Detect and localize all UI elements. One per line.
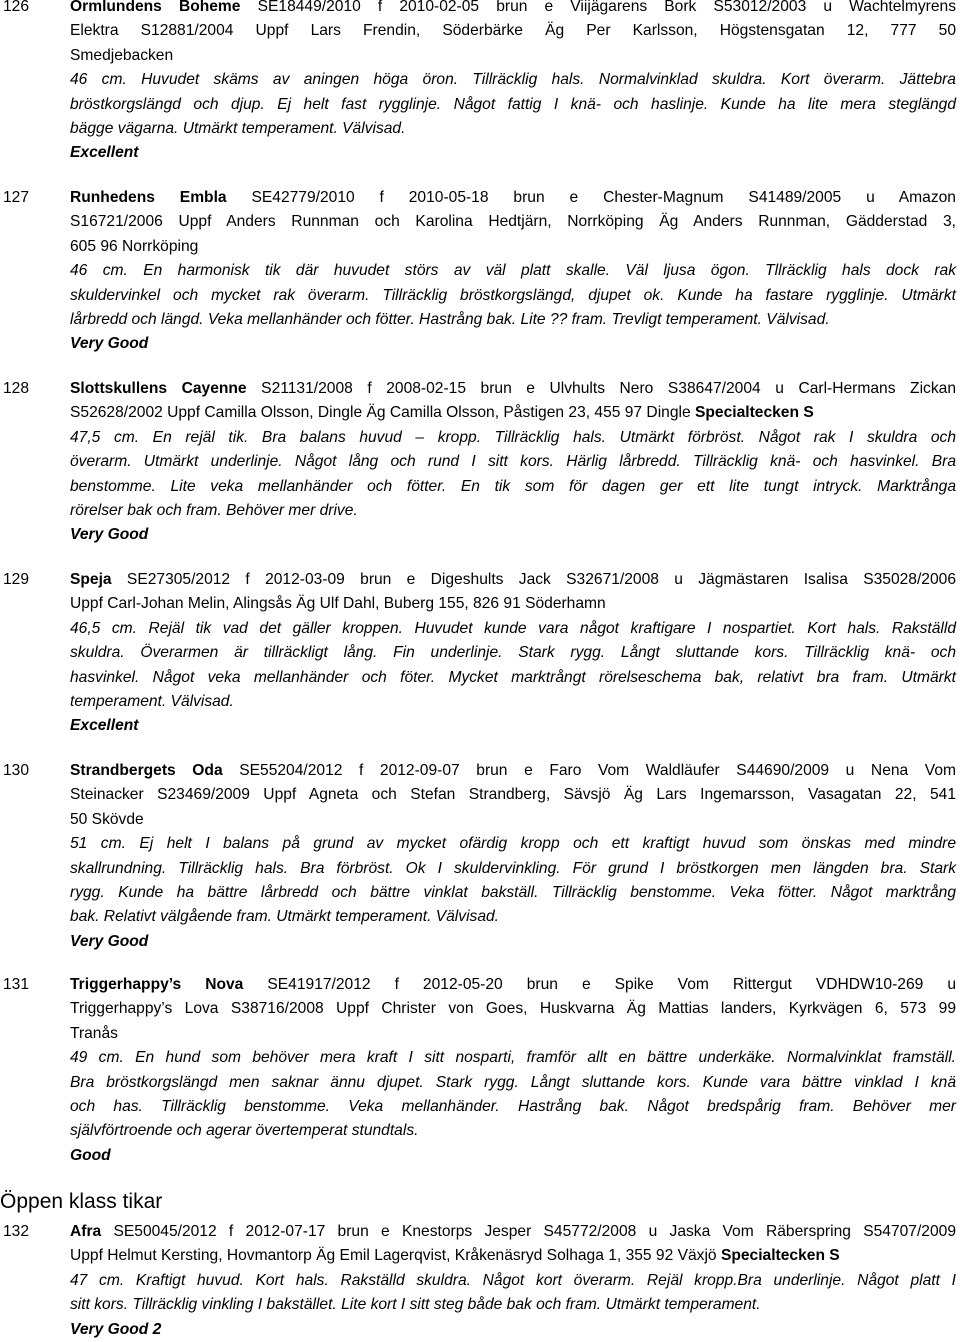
registration-line <box>70 0 956 19</box>
entry-body <box>70 973 956 1168</box>
registration-text: SE42779/2010 f 2010-05-18 brun e Chester-Magnum S41489/2005 u Amazon <box>226 189 956 206</box>
grade: Good <box>70 1146 111 1164</box>
dog-name: Strandbergets Oda <box>70 762 223 779</box>
registration-line: 605 96 Norrköping <box>70 237 199 255</box>
entry-number: 126 <box>3 0 30 15</box>
critique-line: rygg. Kunde ha bättre lårbredd och bättre vinklat bakställ. Tillräcklig benstomme. Veka fötter. Något marktrång <box>70 883 956 901</box>
entry-number: 128 <box>3 380 30 397</box>
entry-number: 130 <box>3 762 30 779</box>
registration-text: SE55204/2012 f 2012-09-07 brun e Faro Vom Waldläufer S44690/2009 u Nena Vom <box>222 762 957 779</box>
critique-line: rörelser bak och fram. Behöver mer drive. <box>70 501 358 519</box>
dog-name: Runhedens Embla <box>70 189 227 206</box>
critique-line: och has. Tillräcklig benstomme. Veka mellanhänder. Hastrång bak. Något bredspårig fram. Behöver mer <box>70 1097 956 1115</box>
grade: Very Good <box>70 526 149 544</box>
dog-name: Slottskullens Cayenne <box>70 380 247 397</box>
registration-line: Triggerhappy’s Lova S38716/2008 Uppf Christer von Goes, Huskvarna Äg Mattias landers, Kyrkvägen 6, 573 99 <box>70 1000 956 1018</box>
registration-text: SE50045/2012 f 2012-07-17 brun e Knestorps Jesper S45772/2008 u Jaska Vom Räberspring S54707/2009 <box>101 1223 956 1240</box>
critique-line: skallrundning. Tillräcklig hals. Bra förbröst. Ok I skuldervinkling. För grund I bröstkorgen men längden bra. Stark <box>70 859 956 877</box>
entry-number: 132 <box>3 1223 30 1240</box>
critique-line: lårbredd och längd. Veka mellanhänder och fötter. Hastrång bak. Lite ?? fram. Trevligt temperament. Välvisad. <box>70 310 830 328</box>
critique-line: 51 cm. Ej helt I balans på grund av mycket ofärdig kropp och ett kraftigt huvud som önskas med mindre <box>70 835 956 853</box>
grade: Excellent <box>70 717 139 735</box>
registration-line: Tranås <box>70 1024 118 1042</box>
registration-line: Steinacker S23469/2009 Uppf Agneta och Stefan Strandberg, Sävsjö Äg Lars Ingemarsson, Vasagatan 22, 541 <box>70 786 956 804</box>
entry-number: 129 <box>3 571 30 588</box>
section-heading: Öppen klass tikar <box>0 1190 163 1213</box>
entry-body <box>70 568 956 739</box>
registration-line <box>70 1220 956 1244</box>
critique-line: hasvinkel. Något veka mellanhänder och föter. Mycket marktrångt rörelseschema bak, relativt bra fram. Utmärkt <box>70 668 956 686</box>
critique-line: bröstkorgslängd och djup. Ej helt fast rygglinje. Något fattig I knä- och haslinje. Kunde ha lite mera steglängd <box>70 95 956 113</box>
entry-body <box>70 759 956 954</box>
registration-line: Uppf Carl-Johan Melin, Alingsås Äg Ulf Dahl, Buberg 155, 826 91 Söderhamn <box>70 595 606 613</box>
entry-body <box>70 377 956 548</box>
registration-line <box>70 568 956 592</box>
registration-text: SE27305/2012 f 2012-03-09 brun e Digeshults Jack S32671/2008 u Jägmästaren Isalisa S35028/2006 <box>111 571 956 588</box>
special-mark: Specialtecken S <box>694 404 814 422</box>
critique-line: 49 cm. En hund som behöver mera kraft I sitt nosparti, framför allt en bättre underkäke. Normalvinklat framställ. <box>70 1049 956 1067</box>
critique-line: Bra bröstkorgslängd men saknar ännu djupet. Stark rygg. Långt sluttande kors. Kunde vara bättre vinklad I knä <box>70 1073 956 1091</box>
critique-line: 47,5 cm. En rejäl tik. Bra balans huvud – kropp. Tillräcklig hals. Utmärkt förbröst. Något rak I skuldra och <box>70 428 956 446</box>
entry-number: 131 <box>3 976 30 993</box>
critique-line: sitt kors. Tillräcklig vinkling I bakstället. Lite kort I sitt steg både bak och fram. Utmärkt temperament. <box>70 1296 761 1314</box>
grade: Very Good <box>70 335 149 353</box>
registration-line: S16721/2006 Uppf Anders Runnman och Karolina Hedtjärn, Norrköping Äg Anders Runnman, Gädderstad 3, <box>70 213 956 231</box>
registration-line <box>70 759 956 783</box>
critique-line: 47 cm. Kraftigt huvud. Kort hals. Rakställd skuldra. Något kort överarm. Rejäl kropp.Bra underlinje. Något platt I <box>70 1271 956 1289</box>
critique-line: 46 cm. En harmonisk tik där huvudet störs av väl platt skalle. Väl ljusa ögon. Tllräcklig hals dock rak <box>70 262 956 280</box>
special-mark: Specialtecken S <box>720 1247 840 1265</box>
critique-line: 46 cm. Huvudet skäms av aningen höga öron. Tillräcklig hals. Normalvinklad skuldra. Kort överarm. Jättebra <box>70 71 956 89</box>
entry-body <box>70 0 956 166</box>
registration-line: 50 Skövde <box>70 810 144 828</box>
entry-body <box>70 1220 956 1342</box>
registration-text: SE41917/2012 f 2012-05-20 brun e Spike Vom Rittergut VDHDW10-269 u <box>243 976 956 993</box>
grade: Excellent <box>70 144 139 162</box>
registration-text: Uppf Helmut Kersting, Hovmantorp Äg Emil Lagerqvist, Kråkenäsryd Solhaga 1, 355 92 Växjö <box>70 1247 721 1265</box>
dog-name: Triggerhappy’s Nova <box>70 976 244 993</box>
registration-line <box>70 377 956 401</box>
critique-line: skuldra. Överarmen är tillräckligt lång. Fin underlinje. Stark rygg. Långt sluttande kors. Tillräcklig knä- och <box>70 644 956 662</box>
critique-line: överarm. Utmärkt underlinje. Något lång och rund I sitt kors. Härlig lårbredd. Tillräcklig knä- och hasvinkel. Bra <box>70 453 956 471</box>
critique-line: bak. Relativt välgående fram. Utmärkt temperament. Välvisad. <box>70 908 500 926</box>
registration-text: SE18449/2010 f 2010-02-05 brun e Viijägarens Bork S53012/2003 u Wachtelmyrens <box>240 0 957 15</box>
registration-line <box>70 973 956 997</box>
dog-name: Afra <box>70 1223 102 1240</box>
grade: Very Good <box>70 932 149 950</box>
registration-line <box>70 1244 956 1268</box>
critique-line: temperament. Välvisad. <box>70 692 234 710</box>
dog-name: Speja <box>70 571 112 588</box>
critique-line: självförtroende och agerar övertemperat stundtals. <box>70 1122 419 1140</box>
registration-line: Smedjebacken <box>70 46 174 64</box>
registration-text: S52628/2002 Uppf Camilla Olsson, Dingle Äg Camilla Olsson, Påstigen 23, 455 97 Dingle <box>70 404 695 422</box>
registration-line: Elektra S12881/2004 Uppf Lars Frendin, Söderbärke Äg Per Karlsson, Högstensgatan 12, 777 50 <box>70 22 956 40</box>
registration-line <box>70 401 956 425</box>
critique-line: skuldervinkel och mycket rak överarm. Tillräcklig bröstkorgslängd, djupet ok. Kunde ha fastare rygglinje. Utmärkt <box>70 286 956 304</box>
critique-line: bägge vägarna. Utmärkt temperament. Välvisad. <box>70 119 406 137</box>
entry-number: 127 <box>3 189 30 206</box>
grade: Very Good 2 <box>70 1320 162 1338</box>
registration-text: S21131/2008 f 2008-02-15 brun e Ulvhults Nero S38647/2004 u Carl-Hermans Zickan <box>246 380 956 397</box>
critique-line: benstomme. Lite veka mellanhänder och fötter. En tik som för dagen ger ett lite tungt intryck. Marktrånga <box>70 477 956 495</box>
registration-line <box>70 186 956 210</box>
dog-name: Ormlundens Boheme <box>70 0 241 15</box>
critique-line: 46,5 cm. Rejäl tik vad det gäller kroppen. Huvudet kunde vara något kraftigare I nospartiet. Kort hals. Rakställd <box>70 619 956 637</box>
entry-body <box>70 186 956 357</box>
